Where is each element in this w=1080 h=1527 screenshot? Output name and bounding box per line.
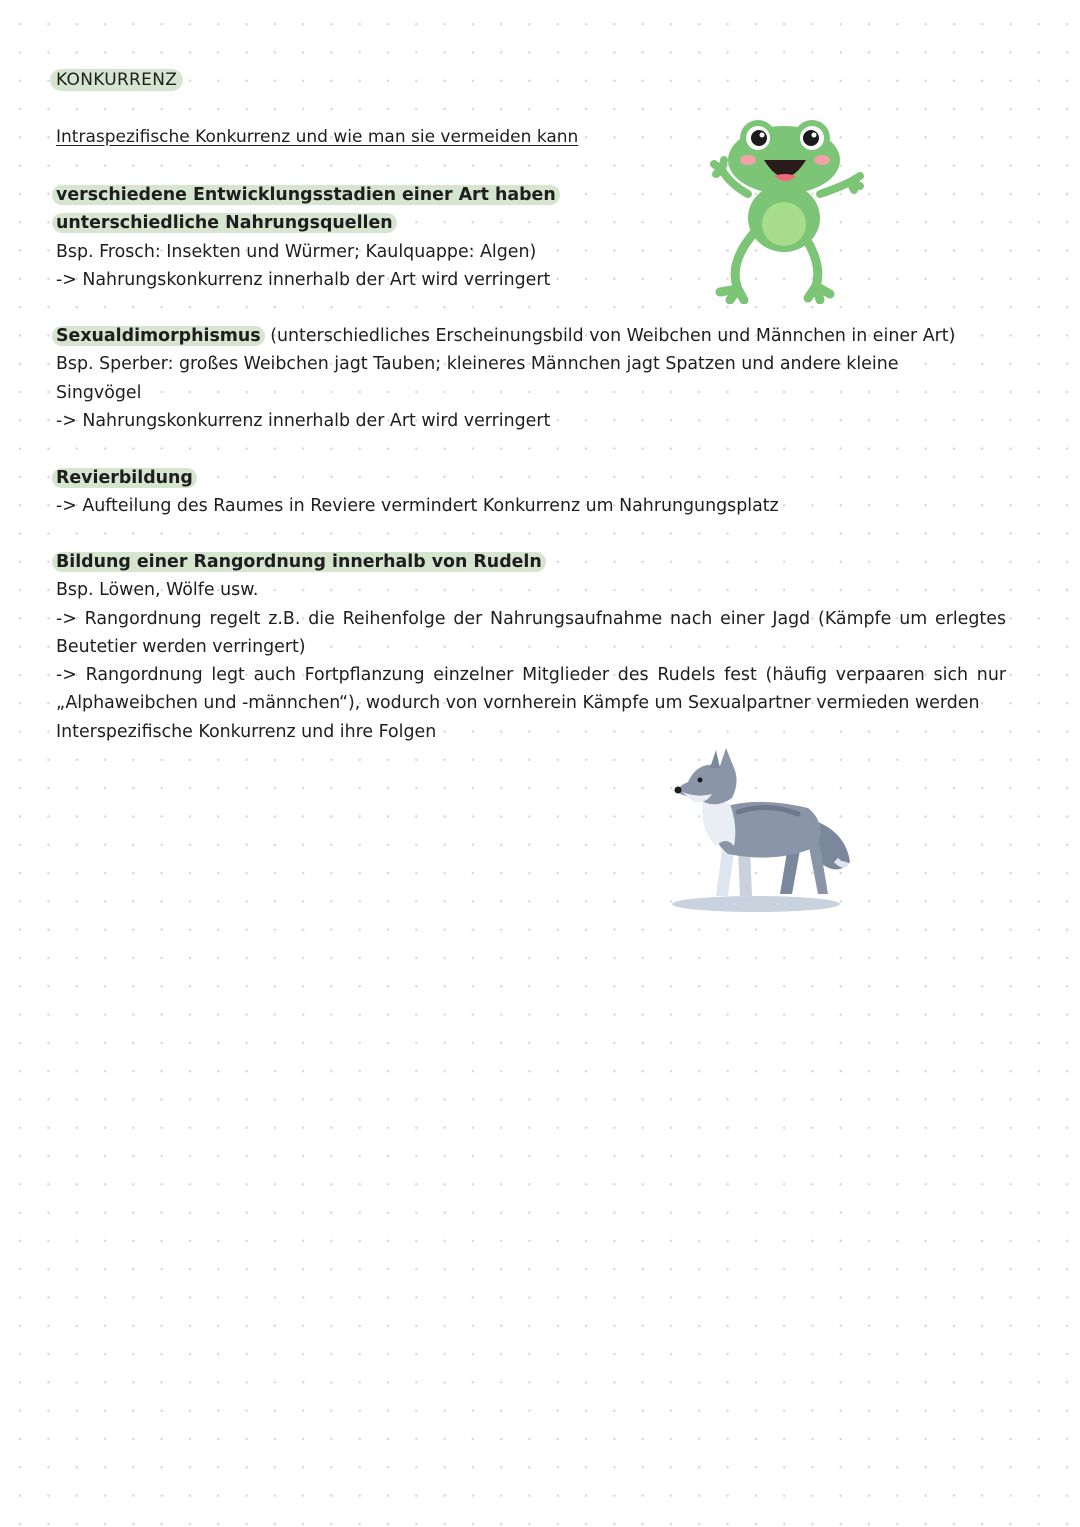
conclusion-line: -> Rangordnung legt auch Fortpflanzung einzelner Mitglieder des Rudels fest (häufig verpaaren sich nur „Alphaweibchen und -männchen“), wodurch von vornherein Kämpfe um Sexualpartner vermieden werden [56,665,1006,714]
section-entwicklungsstadien [56,181,716,294]
page-title: KONKURRENZ [50,70,183,90]
next-topic-line: Interspezifische Konkurrenz und ihre Folgen [56,721,437,742]
frog-icon [708,114,868,304]
heading-explanation: (unterschiedliches Erscheinungsbild von Weibchen und Männchen in einer Art) [264,326,956,346]
section-sexualdimorphismus [56,322,1016,435]
example-line: Bsp. Sperber: großes Weibchen jagt Tauben; kleineres Männchen jagt Spatzen und andere kleine Singvögel [56,354,899,403]
section-heading: Sexualdimorphismus [52,326,265,346]
section-heading: Bildung einer Rangordnung innerhalb von Rudeln [52,552,546,572]
conclusion-line: -> Nahrungskonkurrenz innerhalb der Art wird verringert [56,269,551,290]
conclusion-line: -> Rangordnung regelt z.B. die Reihenfolge der Nahrungsaufnahme nach einer Jagd (Kämpfe um erlegtes Beutetier werden verringert) [56,608,1006,657]
section-heading: Revierbildung [52,468,197,488]
section-rangordnung [56,548,1006,746]
example-line: Bsp. Frosch: Insekten und Würmer; Kaulquappe: Algen) [56,241,537,262]
section-revierbildung [56,464,1016,521]
conclusion-line: -> Nahrungskonkurrenz innerhalb der Art wird verringert [56,410,551,431]
subtitle: Intraspezifische Konkurrenz und wie man sie vermeiden kann [56,127,579,147]
section-heading: verschiedene Entwicklungsstadien einer Art haben unterschiedliche Nahrungsquellen [52,185,560,233]
wolf-icon [668,742,858,914]
example-line: Bsp. Löwen, Wölfe usw. [56,580,259,601]
conclusion-line: -> Aufteilung des Raumes in Reviere vermindert Konkurrenz um Nahrungungsplatz [56,496,779,517]
